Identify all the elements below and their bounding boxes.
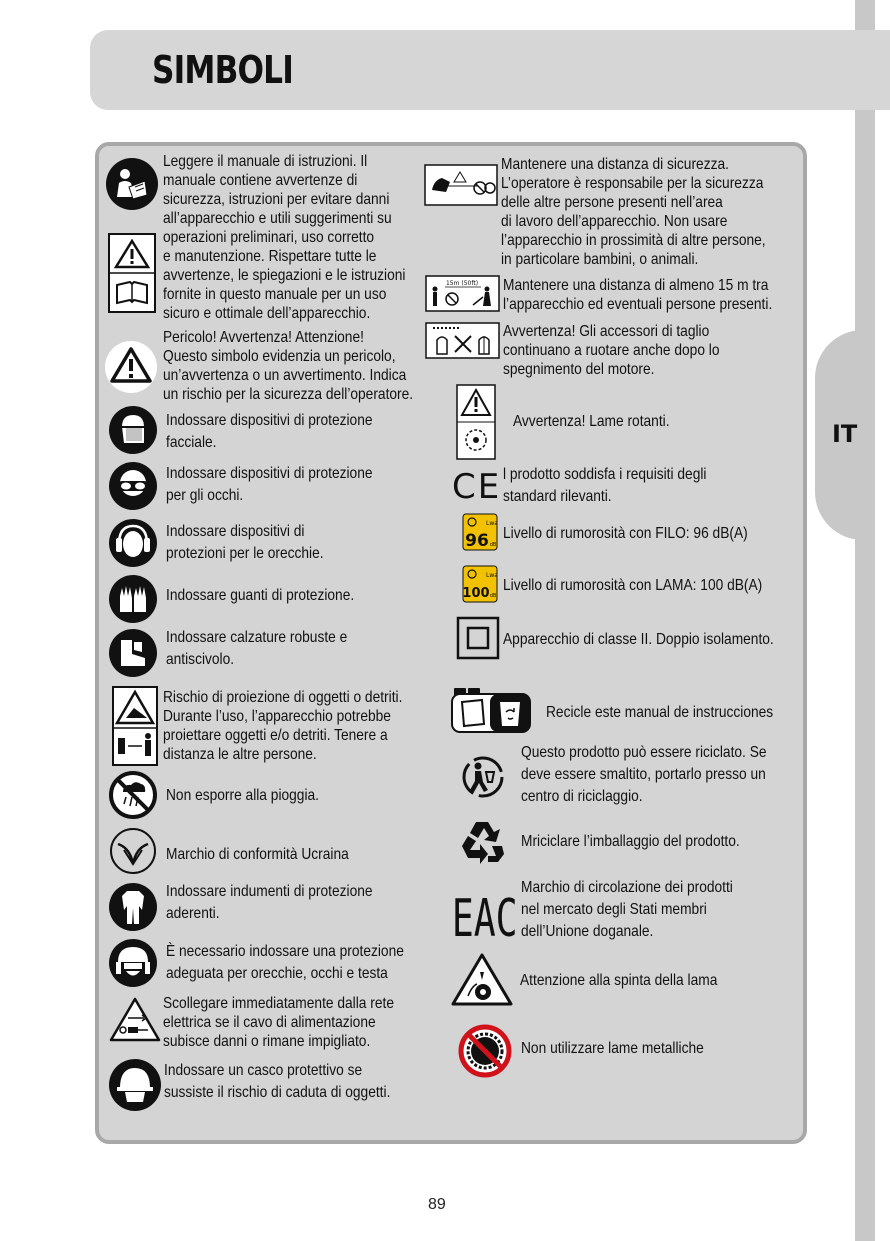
- ce-mark-icon: CE: [452, 467, 502, 507]
- right-0-line: in particolare bambini, o animali.: [501, 251, 699, 268]
- left-5-line: Indossare guanti di protezione.: [166, 587, 355, 604]
- left-8-line: Non esporre alla pioggia.: [166, 787, 319, 804]
- right-9-line: centro di riciclaggio.: [521, 788, 643, 805]
- left-11-line: È necessario indossare una protezione: [166, 943, 404, 960]
- left-7-line: Durante l’uso, l’apparecchio potrebbe: [163, 708, 391, 725]
- helmet-icon: [108, 1058, 162, 1112]
- right-3-line: Avvertenza! Lame rotanti.: [513, 413, 670, 430]
- ear-protection-icon: [108, 518, 158, 568]
- language-tab-label: IT: [832, 420, 858, 448]
- right-0-line: l’apparecchio in prossimità di altre persone,: [501, 232, 766, 249]
- left-0-line: operazioni preliminari, uso corretto: [163, 229, 375, 246]
- left-0-line: manuale contiene avvertenze di: [163, 172, 358, 189]
- noise-100-icon: [462, 565, 498, 603]
- right-4-line: l prodotto soddisfa i requisiti degli: [503, 466, 707, 483]
- safety-distance-icon: [424, 164, 498, 206]
- right-8-line: Recicle este manual de instrucciones: [546, 704, 774, 721]
- left-0-line: Leggere il manuale di istruzioni. Il: [163, 153, 368, 170]
- left-1-line: un’avvertenza o un avvertimento. Indica: [163, 367, 407, 384]
- left-10-line: aderenti.: [166, 905, 220, 922]
- noise-96-icon: [462, 513, 498, 551]
- no-metal-blade-icon: [458, 1024, 512, 1078]
- left-0-line: e manutenzione. Rispettare tutte le: [163, 248, 377, 265]
- protective-suit-icon: [108, 882, 158, 932]
- right-6-line: Livello di rumorosità con LAMA: 100 dB(A): [503, 577, 763, 594]
- left-7-line: proiettare oggetti e/o detriti. Tenere a: [163, 727, 388, 744]
- eac-mark-label: EAC: [451, 887, 518, 949]
- left-6-line: antiscivolo.: [166, 651, 235, 668]
- left-7-line: distanza le altre persone.: [163, 746, 317, 763]
- svg-text:dB: dB: [489, 542, 497, 548]
- boots-icon: [108, 628, 158, 678]
- right-5-line: Livello di rumorosità con FILO: 96 dB(A): [503, 525, 748, 542]
- left-0-line: fornite in questo manuale per un uso: [163, 286, 387, 303]
- face-shield-icon: [108, 405, 158, 455]
- projection-icon: [112, 686, 158, 766]
- warning-triangle-icon: [104, 340, 158, 394]
- manual-warning-icon: [108, 233, 156, 313]
- right-2-line: spegnimento del motore.: [503, 361, 655, 378]
- distance-15m-label: 15m (50ft): [445, 280, 479, 287]
- recyclable-icon: [458, 752, 508, 802]
- noise-96-value: 96: [465, 531, 489, 551]
- right-1-line: Mantenere una distanza di almeno 15 m tra: [503, 277, 769, 294]
- left-6-line: Indossare calzature robuste e: [166, 629, 348, 646]
- right-9-line: Questo prodotto può essere riciclato. Se: [521, 744, 767, 761]
- right-2-line: continuano a ruotare anche dopo lo: [503, 342, 720, 359]
- head-protection-icon: [108, 938, 158, 988]
- left-1-line: un rischio per la sicurezza dell’operatore.: [163, 386, 414, 403]
- left-7-line: Rischio di proiezione di oggetti o detriti.: [163, 689, 403, 706]
- left-12-line: Scollegare immediatamente dalla rete: [163, 995, 394, 1012]
- right-13-line: Non utilizzare lame metalliche: [521, 1040, 704, 1057]
- left-12-line: elettrica se il cavo di alimentazione: [163, 1014, 376, 1031]
- left-0-line: sicurezza, istruzioni per evitare danni: [163, 191, 390, 208]
- right-11-line: Marchio di circolazione dei prodotti: [521, 879, 733, 896]
- rotating-blades-icon: [456, 384, 496, 460]
- side-bar: [855, 0, 875, 1241]
- left-9-line: Marchio di conformità Ucraina: [166, 846, 349, 863]
- read-manual-icon: [105, 157, 159, 211]
- left-10-line: Indossare indumenti di protezione: [166, 883, 373, 900]
- left-13-line: Indossare un casco protettivo se: [164, 1062, 363, 1079]
- right-0-line: delle altre persone presenti nell’area: [501, 194, 723, 211]
- left-4-line: Indossare dispositivi di: [166, 523, 305, 540]
- left-2-line: facciale.: [166, 434, 217, 451]
- svg-text:Lwa: Lwa: [486, 572, 498, 579]
- ukraine-mark-icon: [108, 826, 158, 876]
- right-0-line: di lavoro dell’apparecchio. Non usare: [501, 213, 728, 230]
- recycle-packaging-icon: [456, 816, 508, 868]
- left-2-line: Indossare dispositivi di protezione: [166, 412, 373, 429]
- right-10-line: Mriciclare l’imballaggio del prodotto.: [521, 833, 740, 850]
- class-ii-icon: [456, 616, 500, 660]
- right-7-line: Apparecchio di classe II. Doppio isolamento.: [503, 631, 774, 648]
- right-9-line: deve essere smaltito, portarlo presso un: [521, 766, 766, 783]
- distance-15m-icon: [425, 275, 500, 312]
- right-0-line: Mantenere una distanza di sicurezza.: [501, 156, 729, 173]
- page-number: 89: [428, 1196, 446, 1213]
- left-13-line: sussiste il rischio di caduta di oggetti.: [164, 1084, 391, 1101]
- right-0-line: L’operatore è responsabile per la sicurezza: [501, 175, 764, 192]
- gloves-icon: [108, 574, 158, 624]
- left-0-line: all’apparecchio e utili suggerimenti su: [163, 210, 392, 227]
- page-title: SIMBOLI: [152, 48, 294, 92]
- right-2-line: Avvertenza! Gli accessori di taglio: [503, 323, 710, 340]
- left-4-line: protezioni per le orecchie.: [166, 545, 324, 562]
- right-1-line: l’apparecchio ed eventuali persone presenti.: [503, 296, 773, 313]
- unplug-warning-icon: [108, 996, 162, 1044]
- right-12-line: Attenzione alla spinta della lama: [520, 972, 718, 989]
- right-11-line: nel mercato degli Stati membri: [521, 901, 707, 918]
- blade-thrust-icon: [450, 952, 514, 1008]
- left-3-line: per gli occhi.: [166, 487, 244, 504]
- eac-mark-icon: [451, 882, 518, 949]
- left-12-line: subisce danni o rimane impigliato.: [163, 1033, 371, 1050]
- left-11-line: adeguata per orecchie, occhi e testa: [166, 965, 388, 982]
- rotating-accessories-icon: [425, 322, 500, 359]
- left-0-line: avvertenze, le spiegazioni e le istruzioni: [163, 267, 406, 284]
- left-1-line: Questo simbolo evidenzia un pericolo,: [163, 348, 396, 365]
- left-1-line: Pericolo! Avvertenza! Attenzione!: [163, 329, 364, 346]
- goggles-icon: [108, 461, 158, 511]
- left-0-line: sicuro e ottimale dell’apparecchio.: [163, 305, 371, 322]
- no-rain-icon: [108, 770, 158, 820]
- svg-text:Lwa: Lwa: [486, 520, 498, 527]
- recycle-manual-icon: [450, 686, 532, 734]
- right-11-line: dell’Unione doganale.: [521, 923, 654, 940]
- right-4-line: standard rilevanti.: [503, 488, 612, 505]
- left-3-line: Indossare dispositivi di protezione: [166, 465, 373, 482]
- svg-text:dB: dB: [489, 593, 497, 599]
- noise-100-value: 100: [462, 586, 490, 601]
